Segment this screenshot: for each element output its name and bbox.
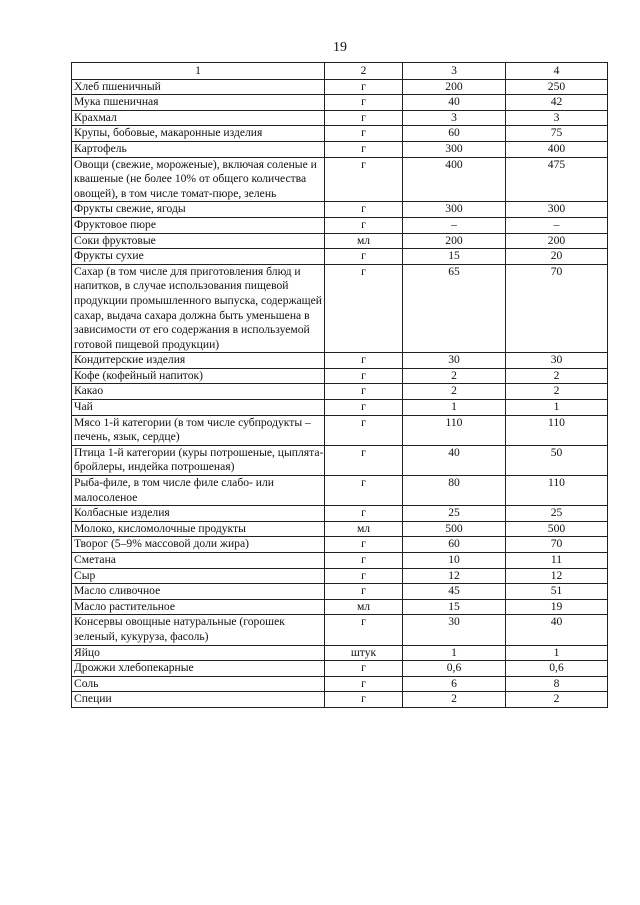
table-row	[72, 110, 608, 126]
value-col3-cell: –	[403, 217, 506, 233]
table-row	[72, 476, 608, 506]
table-row	[72, 537, 608, 553]
value-col4-cell: 42	[506, 95, 608, 111]
value-col4-cell: 11	[506, 553, 608, 569]
value-col3-cell: 3	[403, 110, 506, 126]
unit-cell: г	[325, 217, 403, 233]
product-name-cell: Фрукты свежие, ягоды	[72, 202, 325, 218]
table-row	[72, 95, 608, 111]
unit-cell: г	[325, 141, 403, 157]
product-name-cell: Крупы, бобовые, макаронные изделия	[72, 126, 325, 142]
value-col4-cell: 19	[506, 599, 608, 615]
product-name-cell: Овощи (свежие, мороженые), включая соленые и квашеные (не более 10% от общего количества овощей), в том числе томат-пюре, зелень	[72, 157, 325, 202]
table-row	[72, 415, 608, 445]
unit-cell: г	[325, 126, 403, 142]
unit-cell: г	[325, 202, 403, 218]
product-name-cell: Крахмал	[72, 110, 325, 126]
product-name-cell: Творог (5–9% массовой доли жира)	[72, 537, 325, 553]
table-row	[72, 521, 608, 537]
value-col4-cell: 75	[506, 126, 608, 142]
value-col3-cell: 1	[403, 645, 506, 661]
product-name-cell: Кондитерские изделия	[72, 353, 325, 369]
column-header-2: 2	[325, 63, 403, 80]
value-col4-cell: 25	[506, 506, 608, 522]
value-col4-cell: 20	[506, 249, 608, 265]
product-name-cell: Яйцо	[72, 645, 325, 661]
value-col4-cell: 40	[506, 615, 608, 645]
value-col3-cell: 60	[403, 126, 506, 142]
unit-cell: мл	[325, 599, 403, 615]
value-col4-cell: 200	[506, 233, 608, 249]
unit-cell: г	[325, 110, 403, 126]
table-row	[72, 141, 608, 157]
value-col3-cell: 15	[403, 599, 506, 615]
value-col4-cell: 110	[506, 415, 608, 445]
table-header-row	[72, 63, 608, 80]
product-name-cell: Дрожжи хлебопекарные	[72, 661, 325, 677]
value-col4-cell: 51	[506, 584, 608, 600]
value-col3-cell: 2	[403, 692, 506, 708]
value-col4-cell: 12	[506, 568, 608, 584]
value-col4-cell: 50	[506, 445, 608, 475]
table-row	[72, 676, 608, 692]
value-col3-cell: 300	[403, 141, 506, 157]
unit-cell: г	[325, 584, 403, 600]
unit-cell: г	[325, 692, 403, 708]
product-name-cell: Колбасные изделия	[72, 506, 325, 522]
value-col3-cell: 80	[403, 476, 506, 506]
value-col3-cell: 12	[403, 568, 506, 584]
table-row	[72, 249, 608, 265]
value-col4-cell: 110	[506, 476, 608, 506]
product-name-cell: Специи	[72, 692, 325, 708]
table-row	[72, 645, 608, 661]
value-col3-cell: 1	[403, 400, 506, 416]
product-name-cell: Кофе (кофейный напиток)	[72, 368, 325, 384]
value-col4-cell: 3	[506, 110, 608, 126]
table-body	[72, 79, 608, 707]
value-col4-cell: 1	[506, 400, 608, 416]
value-col3-cell: 0,6	[403, 661, 506, 677]
value-col3-cell: 500	[403, 521, 506, 537]
value-col4-cell: 475	[506, 157, 608, 202]
unit-cell: г	[325, 445, 403, 475]
product-name-cell: Соль	[72, 676, 325, 692]
value-col3-cell: 110	[403, 415, 506, 445]
value-col4-cell: 500	[506, 521, 608, 537]
product-name-cell: Молоко, кисломолочные продукты	[72, 521, 325, 537]
unit-cell: штук	[325, 645, 403, 661]
unit-cell: г	[325, 553, 403, 569]
unit-cell: г	[325, 615, 403, 645]
value-col3-cell: 300	[403, 202, 506, 218]
product-name-cell: Соки фруктовые	[72, 233, 325, 249]
table-row	[72, 217, 608, 233]
table-row	[72, 692, 608, 708]
page-number: 19	[333, 40, 347, 55]
table-row	[72, 202, 608, 218]
value-col4-cell: 8	[506, 676, 608, 692]
table-row	[72, 599, 608, 615]
value-col4-cell: 2	[506, 384, 608, 400]
unit-cell: г	[325, 537, 403, 553]
unit-cell: г	[325, 353, 403, 369]
table-row	[72, 568, 608, 584]
value-col3-cell: 15	[403, 249, 506, 265]
unit-cell: г	[325, 384, 403, 400]
value-col4-cell: 30	[506, 353, 608, 369]
value-col4-cell: 0,6	[506, 661, 608, 677]
table-row	[72, 126, 608, 142]
unit-cell: г	[325, 661, 403, 677]
table-row	[72, 661, 608, 677]
value-col3-cell: 30	[403, 353, 506, 369]
value-col4-cell: –	[506, 217, 608, 233]
product-name-cell: Масло сливочное	[72, 584, 325, 600]
table-row	[72, 264, 608, 353]
value-col4-cell: 250	[506, 79, 608, 95]
product-name-cell: Масло растительное	[72, 599, 325, 615]
unit-cell: г	[325, 415, 403, 445]
table-row	[72, 157, 608, 202]
unit-cell: г	[325, 368, 403, 384]
product-name-cell: Рыба-филе, в том числе филе слабо- или малосоленое	[72, 476, 325, 506]
unit-cell: г	[325, 400, 403, 416]
table-row	[72, 233, 608, 249]
product-name-cell: Птица 1-й категории (куры потрошеные, цыплята-бройлеры, индейка потрошеная)	[72, 445, 325, 475]
value-col3-cell: 2	[403, 384, 506, 400]
value-col4-cell: 400	[506, 141, 608, 157]
value-col4-cell: 2	[506, 368, 608, 384]
value-col3-cell: 45	[403, 584, 506, 600]
product-name-cell: Сметана	[72, 553, 325, 569]
table-row	[72, 445, 608, 475]
unit-cell: г	[325, 79, 403, 95]
table-row	[72, 384, 608, 400]
unit-cell: мл	[325, 233, 403, 249]
table-row	[72, 615, 608, 645]
unit-cell: г	[325, 157, 403, 202]
value-col3-cell: 40	[403, 95, 506, 111]
value-col3-cell: 65	[403, 264, 506, 353]
value-col3-cell: 25	[403, 506, 506, 522]
product-name-cell: Картофель	[72, 141, 325, 157]
value-col4-cell: 70	[506, 537, 608, 553]
value-col3-cell: 10	[403, 553, 506, 569]
table-row	[72, 79, 608, 95]
unit-cell: г	[325, 249, 403, 265]
value-col3-cell: 200	[403, 79, 506, 95]
table-row	[72, 353, 608, 369]
product-name-cell: Мясо 1-й категории (в том числе субпродукты – печень, язык, сердце)	[72, 415, 325, 445]
unit-cell: г	[325, 676, 403, 692]
value-col4-cell: 300	[506, 202, 608, 218]
value-col4-cell: 1	[506, 645, 608, 661]
value-col4-cell: 70	[506, 264, 608, 353]
unit-cell: мл	[325, 521, 403, 537]
product-name-cell: Хлеб пшеничный	[72, 79, 325, 95]
product-name-cell: Сахар (в том числе для приготовления блюд и напитков, в случае использования пищевой продукции промышленного выпуска, содержащей сахар, выдача сахара должна быть уменьшена в зависимости от его содержания в используемой готовой пищевой продукции)	[72, 264, 325, 353]
table-row	[72, 506, 608, 522]
column-header-4: 4	[506, 63, 608, 80]
value-col3-cell: 60	[403, 537, 506, 553]
column-header-1: 1	[72, 63, 325, 80]
table-row	[72, 368, 608, 384]
value-col3-cell: 400	[403, 157, 506, 202]
column-header-3: 3	[403, 63, 506, 80]
product-name-cell: Консервы овощные натуральные (горошек зеленый, кукуруза, фасоль)	[72, 615, 325, 645]
table-row	[72, 584, 608, 600]
unit-cell: г	[325, 95, 403, 111]
table-row	[72, 553, 608, 569]
product-name-cell: Фрукты сухие	[72, 249, 325, 265]
product-name-cell: Фруктовое пюре	[72, 217, 325, 233]
product-name-cell: Сыр	[72, 568, 325, 584]
unit-cell: г	[325, 264, 403, 353]
value-col3-cell: 6	[403, 676, 506, 692]
value-col4-cell: 2	[506, 692, 608, 708]
table-row	[72, 400, 608, 416]
food-norms-table	[71, 62, 608, 708]
product-name-cell: Мука пшеничная	[72, 95, 325, 111]
value-col3-cell: 30	[403, 615, 506, 645]
value-col3-cell: 2	[403, 368, 506, 384]
product-name-cell: Чай	[72, 400, 325, 416]
unit-cell: г	[325, 506, 403, 522]
value-col3-cell: 40	[403, 445, 506, 475]
unit-cell: г	[325, 568, 403, 584]
product-name-cell: Какао	[72, 384, 325, 400]
value-col3-cell: 200	[403, 233, 506, 249]
unit-cell: г	[325, 476, 403, 506]
